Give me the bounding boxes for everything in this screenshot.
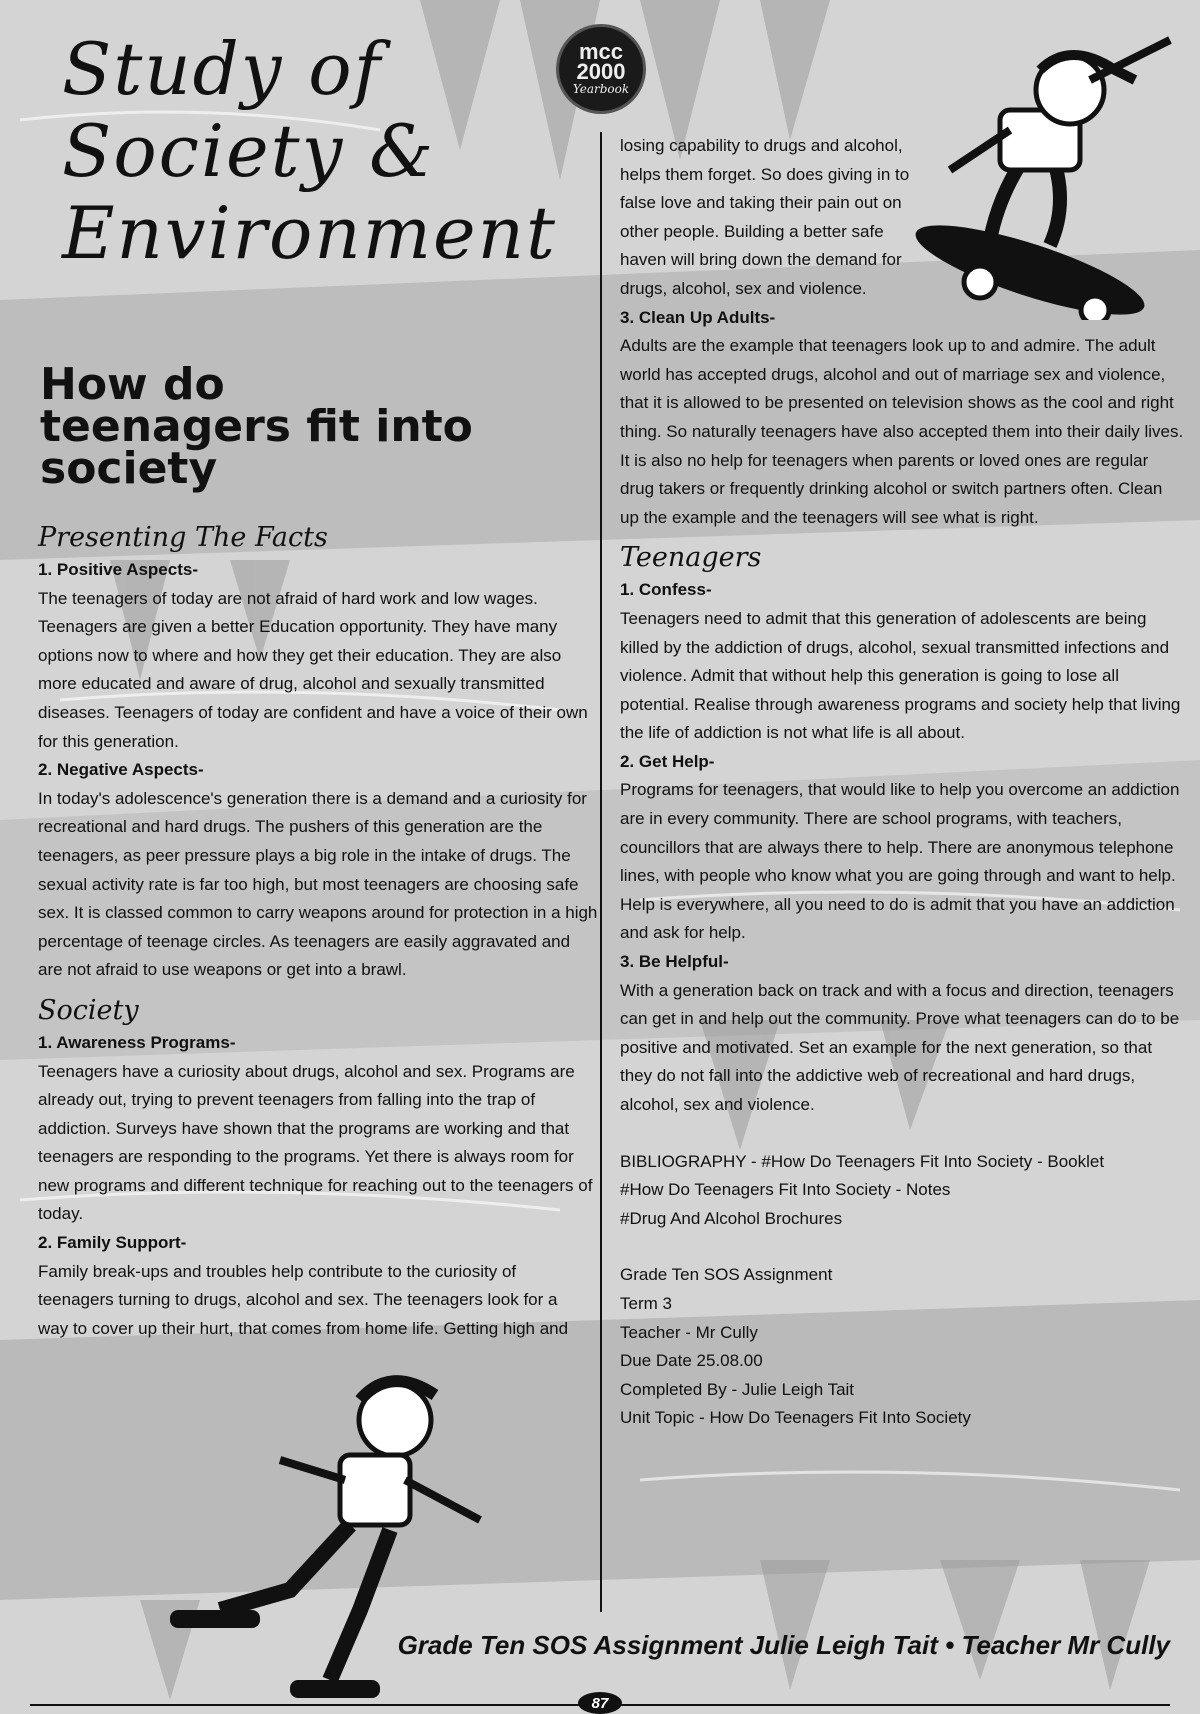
family-support-text: Family break-ups and troubles help contribute to the curiosity of teenagers turning to drugs, alcohol and sex. The teenagers look for a way to cover up their hurt, that comes from home life. Getting high and — [38, 1261, 569, 1338]
negative-aspects-label: 2. Negative Aspects- — [38, 760, 204, 780]
page-number: 87 — [578, 1692, 622, 1714]
negative-aspects-text: In today's adolescence's generation there is a demand and a curiosity for recreational and hard drugs. The pushers of this generation are the teenagers, as peer pressure plays a big role in the intake of drugs. The sexual activity rate is far too high, but most teenagers are choosing safe sex. It is classed common to carry weapons around for protection in a high percentage of teenage circles. As teenagers are easily aggravated and are not afraid to use weapons or get into a brawl. — [38, 788, 598, 980]
bibliography-line: BIBLIOGRAPHY - #How Do Teenagers Fit Into Society - Booklet — [620, 1151, 1105, 1171]
bibliography-line: #How Do Teenagers Fit Into Society - Notes — [620, 1180, 951, 1200]
awareness-programs-label: 1. Awareness Programs- — [38, 1032, 236, 1052]
society-subtitle: Society — [38, 994, 139, 1026]
be-helpful-label: 3. Be Helpful- — [620, 952, 729, 972]
assignment-info-line: Grade Ten SOS Assignment — [620, 1265, 833, 1285]
awareness-programs-text: Teenagers have a curiosity about drugs, alcohol and sex. Programs are already out, trying to prevent teenagers from falling into the trap of addiction. Surveys have shown that the programs are working and that teenagers are responding to the programs. Yet there is always room for new programs and different technique for reaching out to the teenagers of today. — [38, 1061, 593, 1224]
page-footer: Grade Ten SOS Assignment Julie Leigh Tait • Teacher Mr Cully — [397, 1630, 1170, 1660]
assignment-info-line: Completed By - Julie Leigh Tait — [620, 1379, 855, 1399]
be-helpful-text: With a generation back on track and with a focus and direction, teenagers can get in and help out the community. Prove what teenagers can do to be positive and motivated. Set an example for the next generation, so that they do not fall into the addictive web of recreational and hard drugs, alcohol, sex and violence. — [620, 980, 1180, 1114]
family-support-label: 2. Family Support- — [38, 1233, 187, 1253]
clean-up-adults-label: 3. Clean Up Adults- — [620, 307, 776, 327]
logo-line-1: mcc — [578, 39, 624, 64]
yearbook-logo — [556, 24, 646, 114]
left-column — [38, 520, 598, 1343]
bibliography — [620, 1148, 1185, 1234]
column-divider — [600, 132, 602, 1612]
teenagers-subtitle: Teenagers — [620, 542, 762, 574]
logo-line-2: 2000 — [576, 59, 626, 84]
title-line-3: Environment — [62, 191, 557, 275]
assignment-info-line: Teacher - Mr Cully — [620, 1322, 758, 1342]
confess-label: 1. Confess- — [620, 580, 712, 600]
assignment-info — [620, 1261, 1185, 1433]
logo-line-3: Yearbook — [572, 82, 630, 96]
confess-text: Teenagers need to admit that this generation of adolescents are being killed by the addiction of drugs, alcohol, sexual transmitted infections and violence. Admit that without help this generation is going to lose all potential. Realise through awareness programs and society help that living the life of addiction is not what life is all about. — [620, 608, 1181, 743]
presenting-facts-subtitle: Presenting The Facts — [38, 522, 328, 553]
heading-line-3: society — [40, 443, 218, 494]
get-help-text: Programs for teenagers, that would like to help you overcome an addiction are in every community. There are school programs, with teachers, councillors that are always there to help. There are anonymous telephone lines, with people who know what you are going through and want to help. Help is everywhere, all you need to do is admit that you have an addiction and ask for help. — [620, 780, 1180, 943]
continued-text: losing capability to drugs and alcohol, helps them forget. So does giving in to false love and taking their pain out on other people. Building a better safe haven will bring down the demand for drugs, alcohol, sex and violence. — [620, 136, 910, 298]
get-help-label: 2. Get Help- — [620, 751, 715, 771]
page-title — [62, 28, 582, 274]
heading-line-1: How do — [40, 359, 225, 410]
title-line-1: Study of — [62, 27, 383, 111]
article-heading — [40, 359, 560, 494]
title-line-2: Society & — [62, 109, 436, 193]
positive-aspects-text: The teenagers of today are not afraid of hard work and low wages. Teenagers are given a better Education opportunity. They have many options now to where and how they get their education. They are also more educated and aware of drug, alcohol and sexually transmitted diseases. Teenagers of today are confident and have a voice of their own for this generation. — [38, 588, 588, 751]
heading-line-2: teenagers fit into — [40, 401, 473, 452]
assignment-info-line: Term 3 — [620, 1293, 672, 1313]
clean-up-adults-text: Adults are the example that teenagers look up to and admire. The adult world has accepted drugs, alcohol and out of marriage sex and violence, that it is allowed to be presented on television shows as the cool and right thing. So naturally teenagers have also accepted them into their daily lives. It is also no help for teenagers when parents or loved ones are regular drug takers or frequently drinking alcohol or switch partners often. Clean up the example and the teenagers will see what is right. — [620, 336, 1184, 527]
positive-aspects-label: 1. Positive Aspects- — [38, 560, 198, 579]
bibliography-line: #Drug And Alcohol Brochures — [620, 1208, 843, 1228]
assignment-info-line: Due Date 25.08.00 — [620, 1351, 763, 1371]
assignment-info-line: Unit Topic - How Do Teenagers Fit Into Society — [620, 1408, 971, 1428]
right-column — [620, 132, 1185, 1433]
